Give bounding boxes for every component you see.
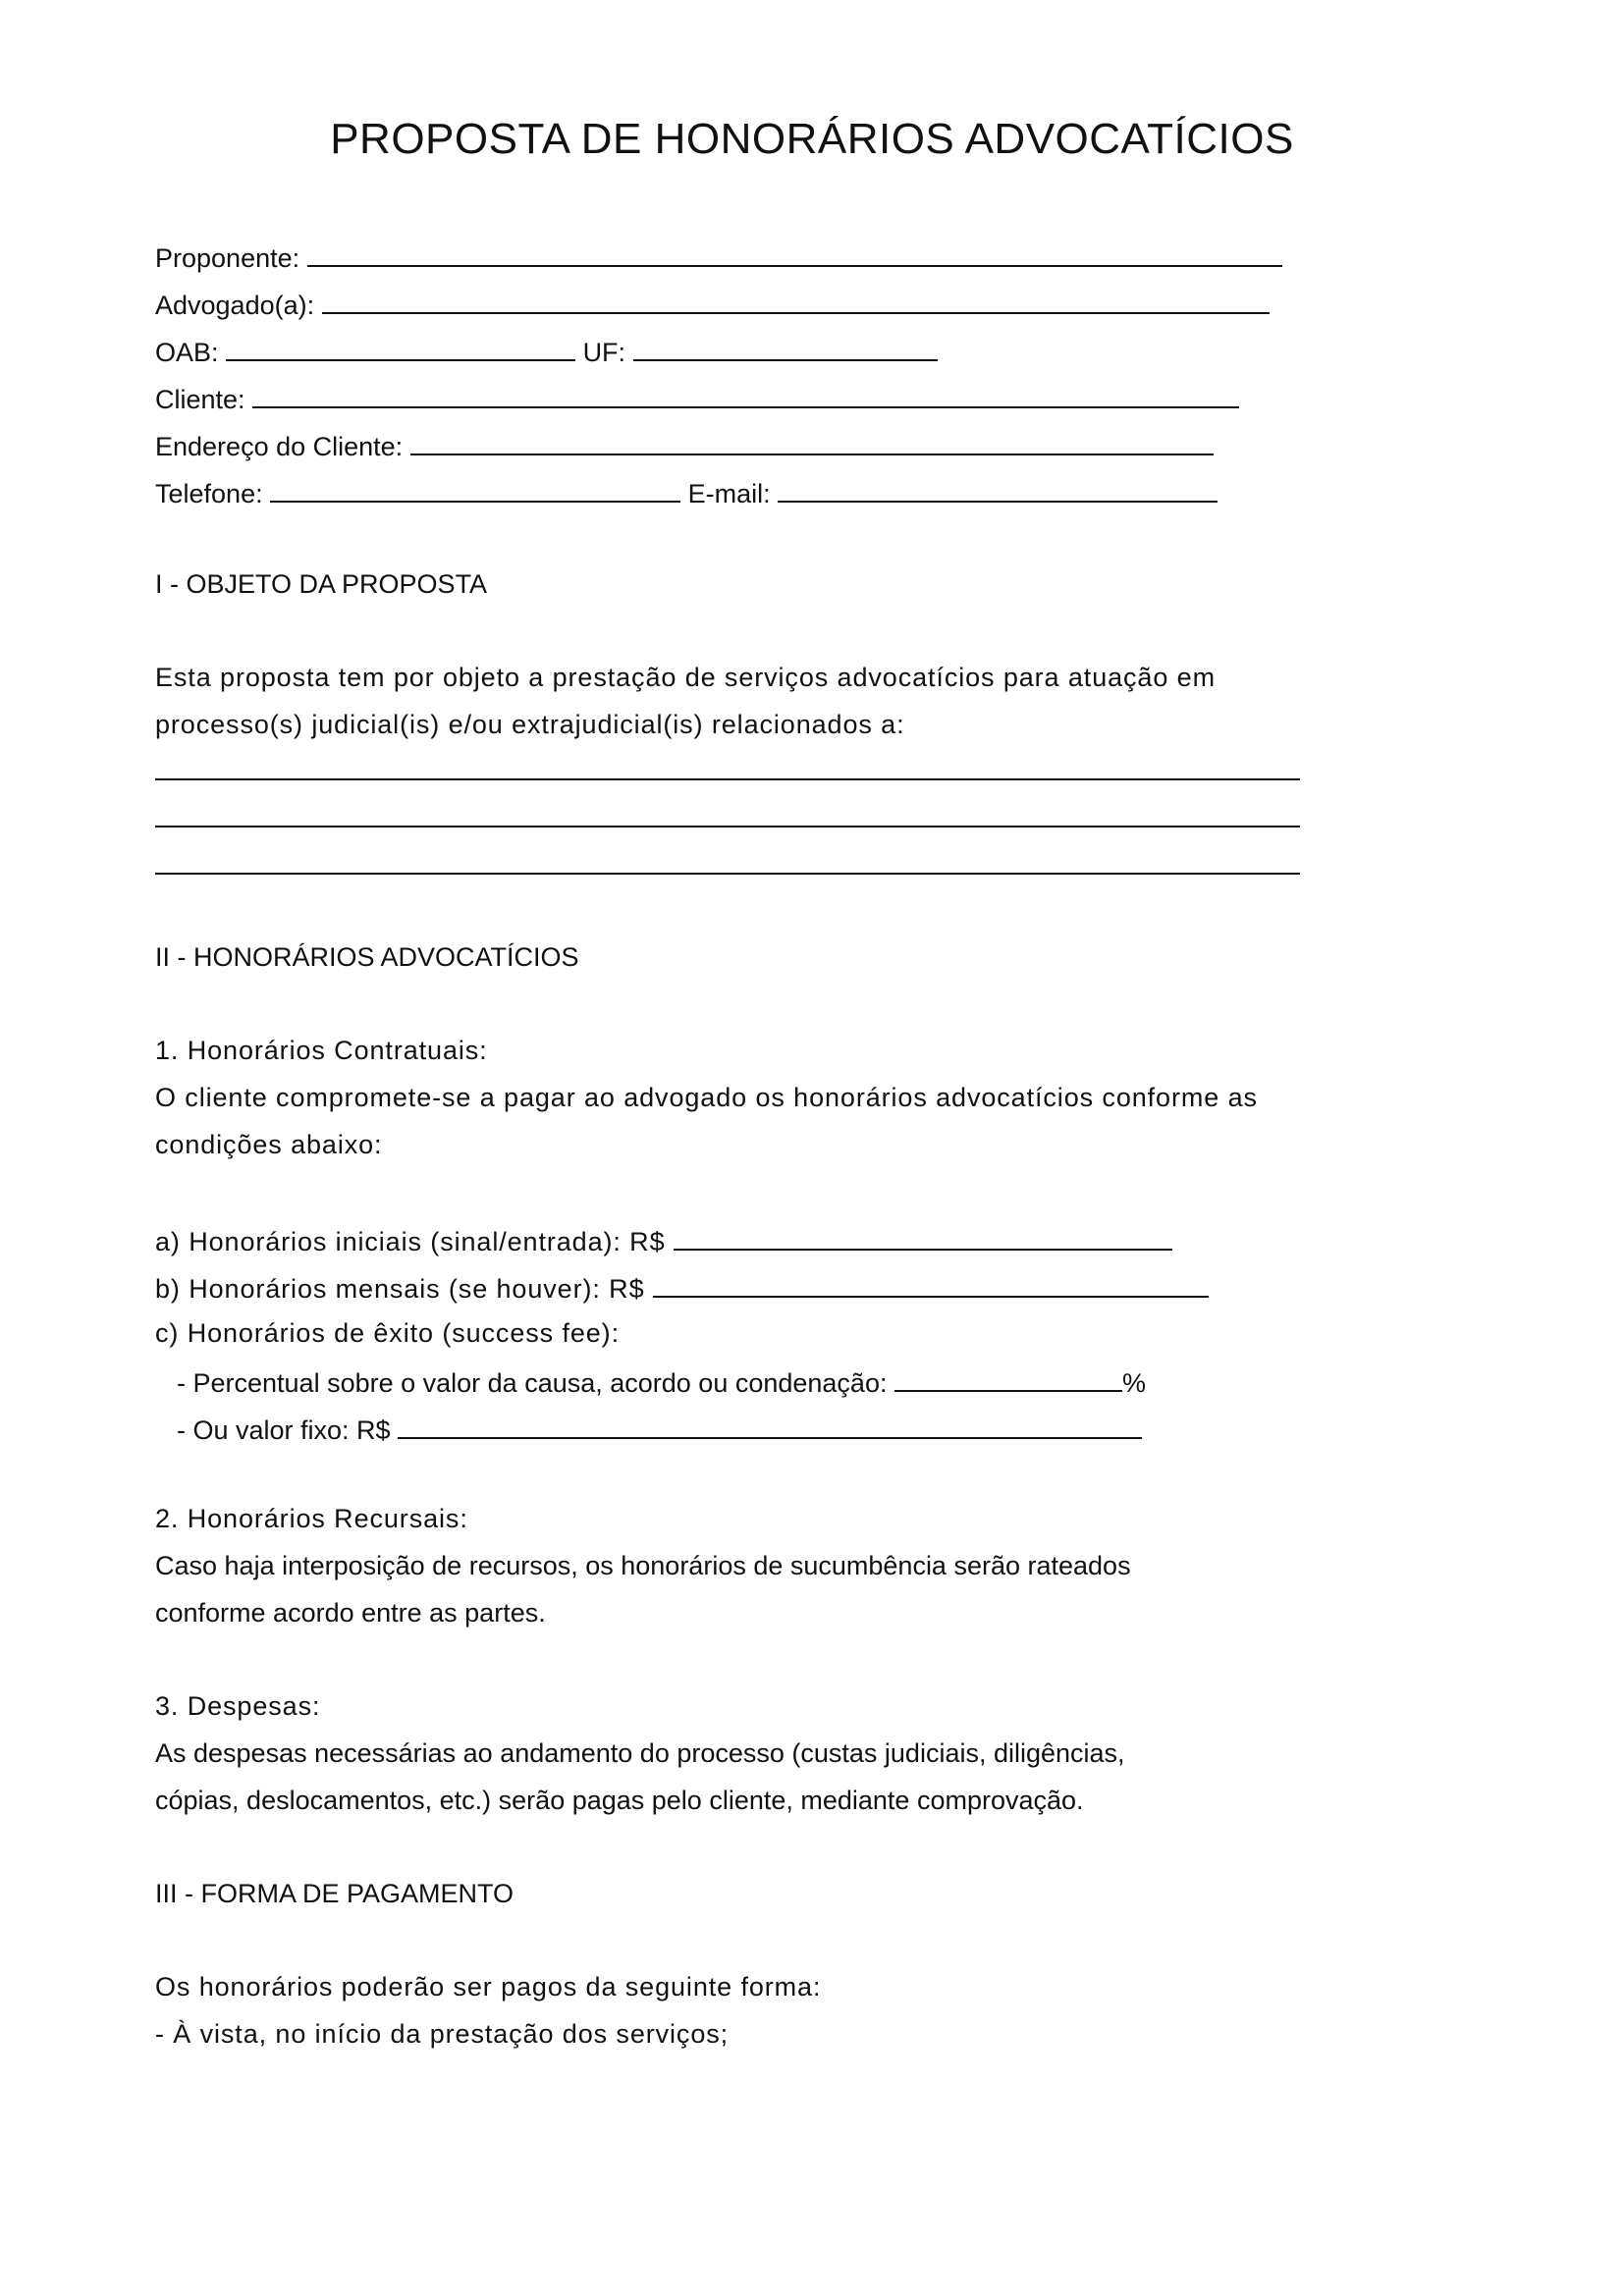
- contratuais-line1: O cliente compromete-se a pagar ao advogado os honorários advocatícios conforme as: [155, 1083, 1258, 1112]
- percentual-label: - Percentual sobre o valor da causa, acordo ou condenação:: [177, 1368, 888, 1398]
- uf-blank[interactable]: [633, 330, 938, 361]
- advogado-row: [155, 283, 1270, 325]
- honorarios-iniciais-blank[interactable]: [674, 1219, 1172, 1251]
- contratuais-title: 1. Honorários Contratuais:: [155, 1036, 488, 1065]
- despesas-title: 3. Despesas:: [155, 1691, 321, 1721]
- valor-fixo-row: [177, 1408, 1142, 1450]
- percent-sign: %: [1121, 1368, 1146, 1398]
- oab-blank[interactable]: [226, 330, 575, 361]
- oab-label: OAB:: [155, 338, 219, 367]
- valor-fixo-blank[interactable]: [398, 1408, 1142, 1439]
- honorarios-iniciais-label: a) Honorários iniciais (sinal/entrada): R$: [155, 1227, 666, 1256]
- percentual-row: [177, 1361, 1146, 1403]
- document-title: PROPOSTA DE HONORÁRIOS ADVOCATÍCIOS: [330, 115, 1294, 163]
- advogado-blank[interactable]: [322, 283, 1270, 314]
- despesas-line2: cópias, deslocamentos, etc.) serão pagas pelo cliente, mediante comprovação.: [155, 1786, 1084, 1815]
- proponente-label: Proponente:: [155, 243, 300, 273]
- object-blank-line-2[interactable]: [155, 826, 1300, 828]
- pagamento-item1: - À vista, no início da prestação dos serviços;: [155, 2019, 730, 2049]
- telefone-label: Telefone:: [155, 479, 263, 508]
- cliente-row: [155, 377, 1239, 419]
- pagamento-line1: Os honorários poderão ser pagos da seguinte forma:: [155, 1972, 822, 2002]
- honorarios-mensais-label: b) Honorários mensais (se houver): R$: [155, 1274, 645, 1304]
- honorarios-mensais-row: [155, 1266, 1209, 1308]
- email-label: E-mail:: [687, 479, 771, 508]
- cliente-label: Cliente:: [155, 385, 245, 414]
- recursais-title: 2. Honorários Recursais:: [155, 1504, 468, 1533]
- telefone-blank[interactable]: [270, 471, 680, 503]
- oab-row: [155, 330, 938, 372]
- recursais-line1: Caso haja interposição de recursos, os honorários de sucumbência serão rateados: [155, 1551, 1131, 1580]
- section3-heading: III - FORMA DE PAGAMENTO: [155, 1879, 514, 1908]
- cliente-blank[interactable]: [252, 377, 1239, 408]
- section1-paragraph-line2: processo(s) judicial(is) e/ou extrajudicial(is) relacionados a:: [155, 710, 905, 739]
- honorarios-mensais-blank[interactable]: [653, 1266, 1209, 1298]
- email-blank[interactable]: [778, 471, 1218, 503]
- uf-label: UF:: [582, 338, 626, 367]
- object-blank-line-1[interactable]: [155, 778, 1300, 780]
- valor-fixo-label: - Ou valor fixo: R$: [177, 1415, 391, 1445]
- section1-heading: I - OBJETO DA PROPOSTA: [155, 569, 488, 599]
- section1-paragraph-line1: Esta proposta tem por objeto a prestação de serviços advocatícios para atuação em: [155, 663, 1216, 692]
- proponente-blank[interactable]: [307, 236, 1282, 267]
- endereco-label: Endereço do Cliente:: [155, 432, 404, 461]
- proponente-row: [155, 236, 1282, 278]
- honorarios-iniciais-row: [155, 1219, 1172, 1261]
- advogado-label: Advogado(a):: [155, 291, 315, 320]
- recursais-line2: conforme acordo entre as partes.: [155, 1598, 546, 1628]
- honorarios-exito-label: c) Honorários de êxito (success fee):: [155, 1318, 620, 1348]
- endereco-row: [155, 424, 1214, 466]
- telefone-row: [155, 471, 1218, 513]
- contratuais-line2: condições abaixo:: [155, 1130, 383, 1159]
- percentual-blank[interactable]: [894, 1361, 1122, 1392]
- section2-heading: II - HONORÁRIOS ADVOCATÍCIOS: [155, 942, 579, 972]
- despesas-line1: As despesas necessárias ao andamento do processo (custas judiciais, diligências,: [155, 1738, 1125, 1768]
- endereco-blank[interactable]: [410, 424, 1214, 455]
- object-blank-line-3[interactable]: [155, 873, 1300, 875]
